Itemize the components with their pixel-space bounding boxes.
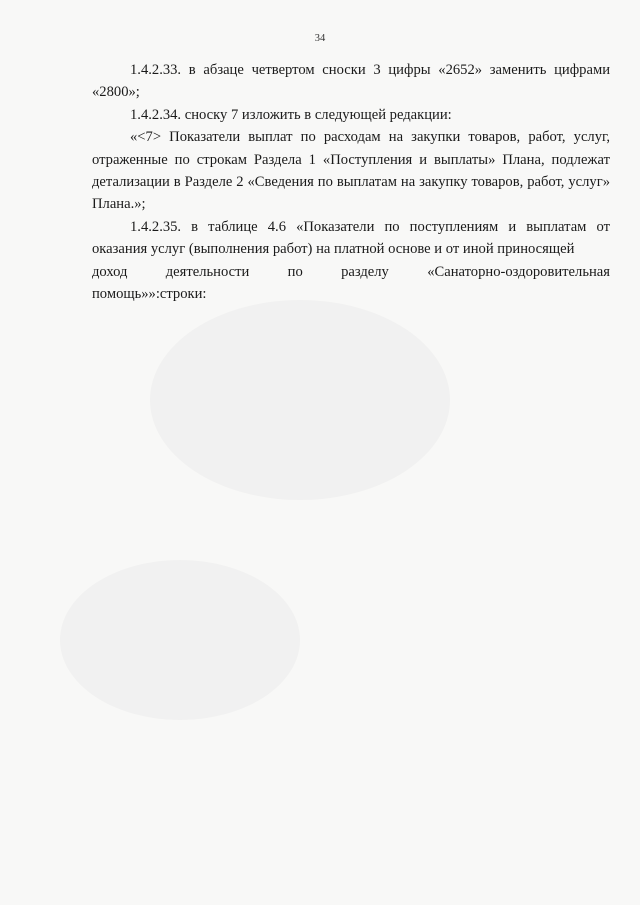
word: по (287, 263, 303, 280)
paragraph-1-4-2-34: 1.4.2.34. сноску 7 изложить в следующей редакции: (130, 106, 452, 123)
scan-texture (150, 300, 450, 500)
document-body (92, 59, 610, 305)
paragraph-1-4-2-35-spread-line (92, 261, 610, 283)
word: разделу (341, 263, 389, 280)
word: «Санаторно-оздоровительная (427, 263, 610, 280)
paragraph-1-4-2-35: 1.4.2.35. в таблице 4.6 «Показатели по поступлениям и выплатам от оказания услуг (выполнения работ) на платной основе и от иной приносящей (92, 218, 610, 258)
word: деятельности (165, 263, 250, 280)
page-number: 34 (314, 33, 326, 44)
word: доход (92, 263, 128, 280)
scan-texture (60, 560, 300, 720)
footnote-7-text: «<7> Показатели выплат по расходам на закупки товаров, работ, услуг, отраженные по строкам Раздела 1 «Поступления и выплаты» Плана, подлежат детализации в Разделе 2 «Сведения по выплатам на закупку товаров, работ, услуг» Плана.»; (92, 129, 610, 213)
paragraph-1-4-2-33: 1.4.2.33. в абзаце четвертом сноски 3 цифры «2652» заменить цифрами «2800»; (92, 62, 610, 101)
paragraph-1-4-2-35-end: помощь»»:строки: (92, 286, 207, 303)
